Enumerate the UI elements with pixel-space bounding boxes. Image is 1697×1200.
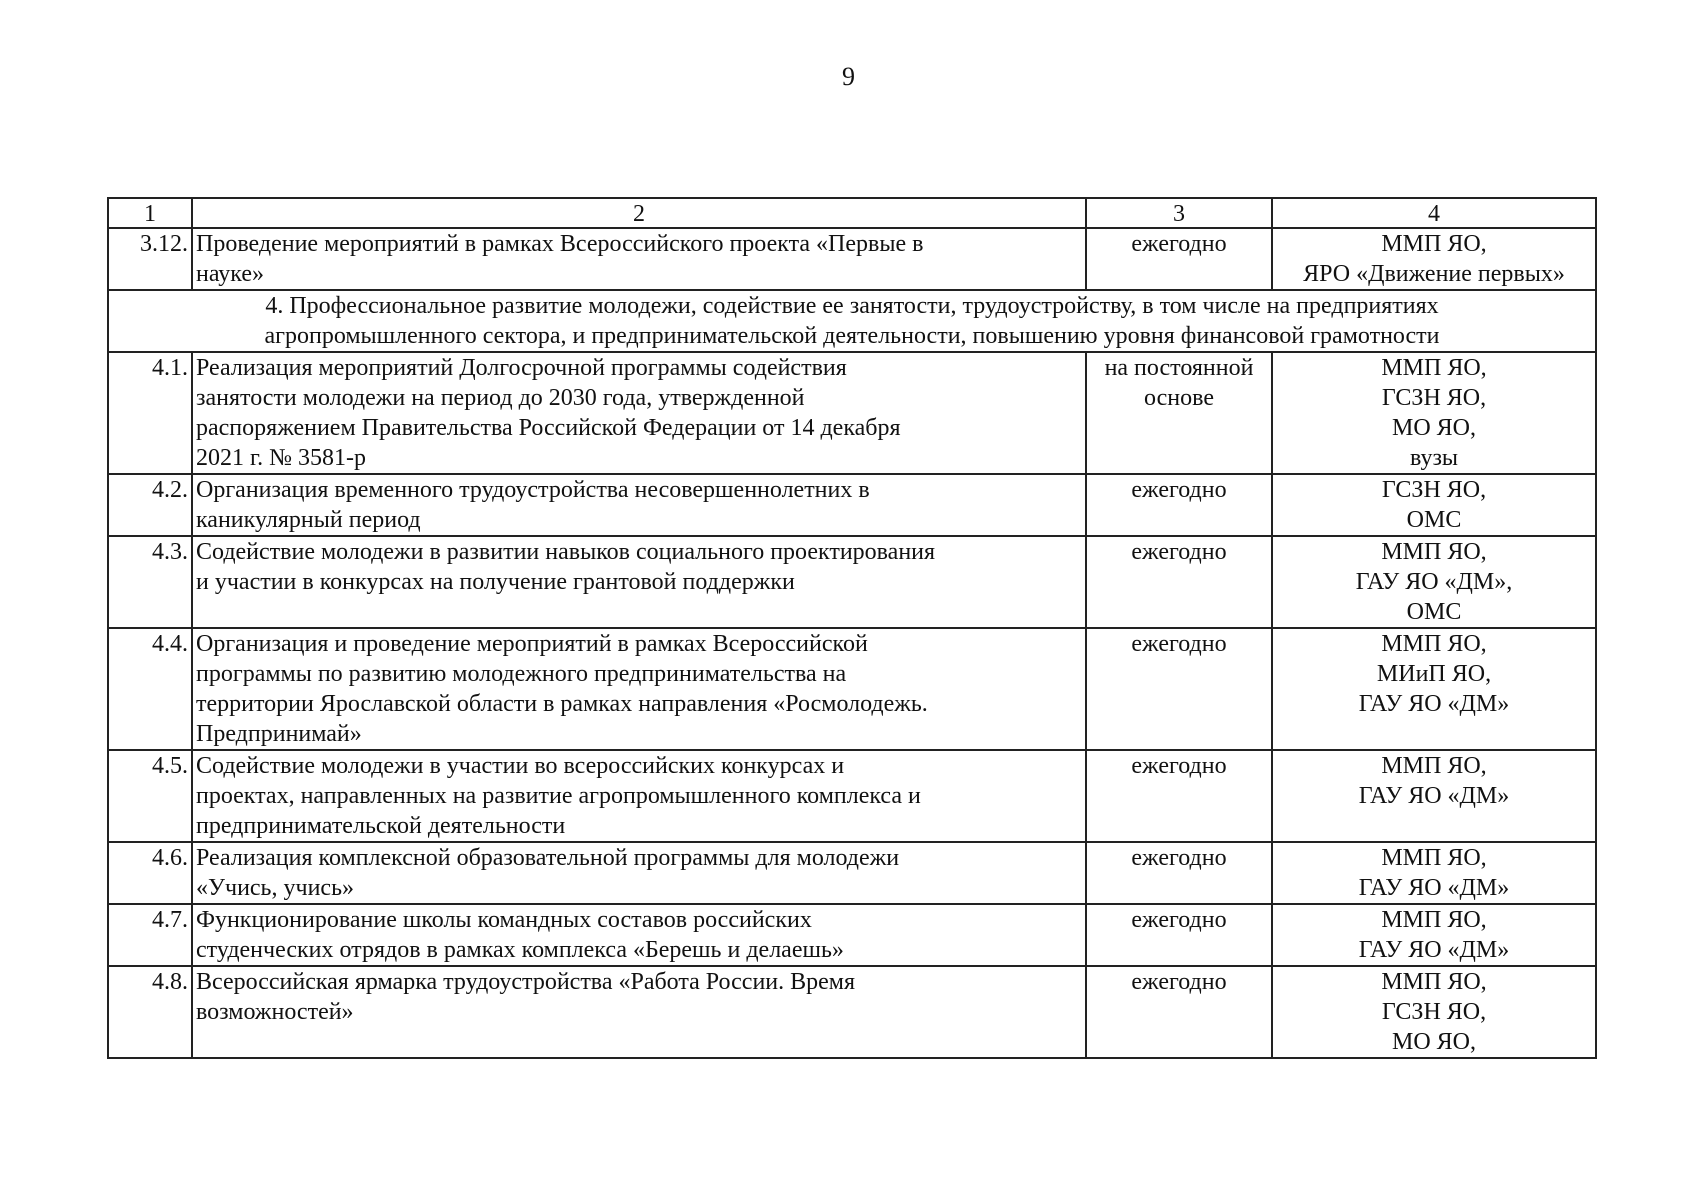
item-executor-line: ММП ЯО, [1381, 907, 1487, 933]
table-row [108, 228, 1596, 290]
item-name-line: Организация и проведение мероприятий в рамках Всероссийской [196, 631, 868, 657]
item-executors [1272, 474, 1596, 536]
item-executor-line: ММП ЯО, [1381, 969, 1487, 995]
item-term [1086, 750, 1272, 842]
item-name-line: Содействие молодежи в участии во всероссийских конкурсах и [196, 753, 845, 779]
item-name-line: Функционирование школы командных составов российских [196, 907, 812, 933]
item-name-line: Организация временного трудоустройства несовершеннолетних в [196, 477, 870, 503]
item-executor-line: вузы [1409, 445, 1459, 471]
item-term [1086, 904, 1272, 966]
item-name [192, 628, 1086, 750]
item-executors [1272, 536, 1596, 628]
item-number: 4.6. [108, 842, 192, 904]
table-row [108, 966, 1596, 1058]
item-executor-line: МО ЯО, [1391, 1029, 1476, 1055]
item-executors [1272, 628, 1596, 750]
column-number-row [108, 198, 1596, 228]
item-name [192, 842, 1086, 904]
item-executor-line: ММП ЯО, [1381, 231, 1487, 257]
item-executor-line: ГАУ ЯО «ДМ», [1355, 569, 1513, 595]
table-row [108, 750, 1596, 842]
item-name-line: Содействие молодежи в развитии навыков социального проектирования [196, 539, 936, 565]
item-executors [1272, 228, 1596, 290]
item-name [192, 966, 1086, 1058]
item-executor-line: ГСЗН ЯО, [1381, 477, 1487, 503]
item-executor-line: МИиП ЯО, [1376, 661, 1492, 687]
item-executor-line: ГСЗН ЯО, [1381, 999, 1487, 1025]
item-executor-line: ГАУ ЯО «ДМ» [1358, 691, 1510, 717]
item-number: 4.3. [108, 536, 192, 628]
item-executors [1272, 352, 1596, 474]
item-number: 4.4. [108, 628, 192, 750]
item-term [1086, 228, 1272, 290]
table-row [108, 842, 1596, 904]
item-executor-line: ГАУ ЯО «ДМ» [1358, 937, 1510, 963]
item-executor-line: ММП ЯО, [1381, 845, 1487, 871]
item-executor-line: ГАУ ЯО «ДМ» [1358, 875, 1510, 901]
item-term [1086, 628, 1272, 750]
item-term [1086, 842, 1272, 904]
item-executor-line: МО ЯО, [1391, 415, 1476, 441]
item-name-line: территории Ярославской области в рамках направления «Росмолодежь. [196, 691, 928, 717]
item-term-line: ежегодно [1131, 753, 1227, 779]
item-name-line: «Учись, учись» [196, 875, 355, 901]
section-heading-line: 4. Профессиональное развитие молодежи, содействие ее занятости, трудоустройству, в том числе на предприятиях [265, 293, 1439, 319]
item-name-line: программы по развитию молодежного предпринимательства на [196, 661, 847, 687]
item-number: 4.5. [108, 750, 192, 842]
table-row [108, 904, 1596, 966]
item-name [192, 474, 1086, 536]
item-executor-line: ГСЗН ЯО, [1381, 385, 1487, 411]
item-term-line: ежегодно [1131, 907, 1227, 933]
item-term-line: ежегодно [1131, 477, 1227, 503]
item-executors [1272, 904, 1596, 966]
item-executor-line: ММП ЯО, [1381, 631, 1487, 657]
item-executor-line: ЯРО «Движение первых» [1303, 261, 1565, 287]
item-name-line: возможностей» [196, 999, 354, 1025]
section-heading [108, 290, 1596, 352]
item-name-line: и участии в конкурсах на получение грантовой поддержки [196, 569, 795, 595]
item-name-line: предпринимательской деятельности [196, 813, 566, 839]
item-name [192, 228, 1086, 290]
item-name-line: науке» [196, 261, 264, 287]
item-executors [1272, 966, 1596, 1058]
page-number: 9 [842, 62, 855, 91]
item-term [1086, 352, 1272, 474]
item-name [192, 750, 1086, 842]
activity-plan-table [107, 197, 1597, 1059]
item-name-line: распоряжением Правительства Российской Федерации от 14 декабря [196, 415, 901, 441]
item-name [192, 352, 1086, 474]
item-name [192, 904, 1086, 966]
item-term-line: ежегодно [1131, 539, 1227, 565]
table-row [108, 352, 1596, 474]
item-name-line: студенческих отрядов в рамках комплекса «Берешь и делаешь» [196, 937, 844, 963]
item-term [1086, 536, 1272, 628]
item-executor-line: ММП ЯО, [1381, 753, 1487, 779]
table-row [108, 536, 1596, 628]
item-term-line: ежегодно [1131, 845, 1227, 871]
table-row [108, 474, 1596, 536]
item-executors [1272, 750, 1596, 842]
item-term [1086, 966, 1272, 1058]
item-name-line: Проведение мероприятий в рамках Всероссийского проекта «Первые в [196, 231, 924, 257]
table-row [108, 628, 1596, 750]
item-name-line: занятости молодежи на период до 2030 года, утвержденной [196, 385, 805, 411]
item-term-line: ежегодно [1131, 231, 1227, 257]
column-number-4: 4 [1272, 198, 1596, 228]
table-body [108, 198, 1596, 1058]
item-name-line: 2021 г. № 3581-р [196, 445, 367, 471]
section-heading-line: агропромышленного сектора, и предпринимательской деятельности, повышению уровня финансовой грамотности [264, 323, 1440, 349]
item-term-line: ежегодно [1131, 969, 1227, 995]
item-executor-line: ММП ЯО, [1381, 355, 1487, 381]
item-number: 4.1. [108, 352, 192, 474]
item-term-line: на постоянной [1104, 355, 1254, 381]
item-name-line: Реализация комплексной образовательной программы для молодежи [196, 845, 900, 871]
item-term-line: ежегодно [1131, 631, 1227, 657]
item-number: 4.2. [108, 474, 192, 536]
item-name-line: проектах, направленных на развитие агропромышленного комплекса и [196, 783, 921, 809]
item-executor-line: ГАУ ЯО «ДМ» [1358, 783, 1510, 809]
item-name-line: каникулярный период [196, 507, 421, 533]
item-name [192, 536, 1086, 628]
item-term-line: основе [1144, 385, 1214, 411]
item-executor-line: ММП ЯО, [1381, 539, 1487, 565]
section-row [108, 290, 1596, 352]
item-name-line: Всероссийская ярмарка трудоустройства «Работа России. Время [196, 969, 856, 995]
item-executor-line: ОМС [1406, 507, 1462, 533]
item-name-line: Предпринимай» [196, 721, 362, 747]
item-name-line: Реализация мероприятий Долгосрочной программы содействия [196, 355, 847, 381]
item-number: 3.12. [108, 228, 192, 290]
column-number-1: 1 [108, 198, 192, 228]
item-executors [1272, 842, 1596, 904]
item-executor-line: ОМС [1406, 599, 1462, 625]
column-number-3: 3 [1086, 198, 1272, 228]
item-term [1086, 474, 1272, 536]
item-number: 4.8. [108, 966, 192, 1058]
item-number: 4.7. [108, 904, 192, 966]
column-number-2: 2 [192, 198, 1086, 228]
